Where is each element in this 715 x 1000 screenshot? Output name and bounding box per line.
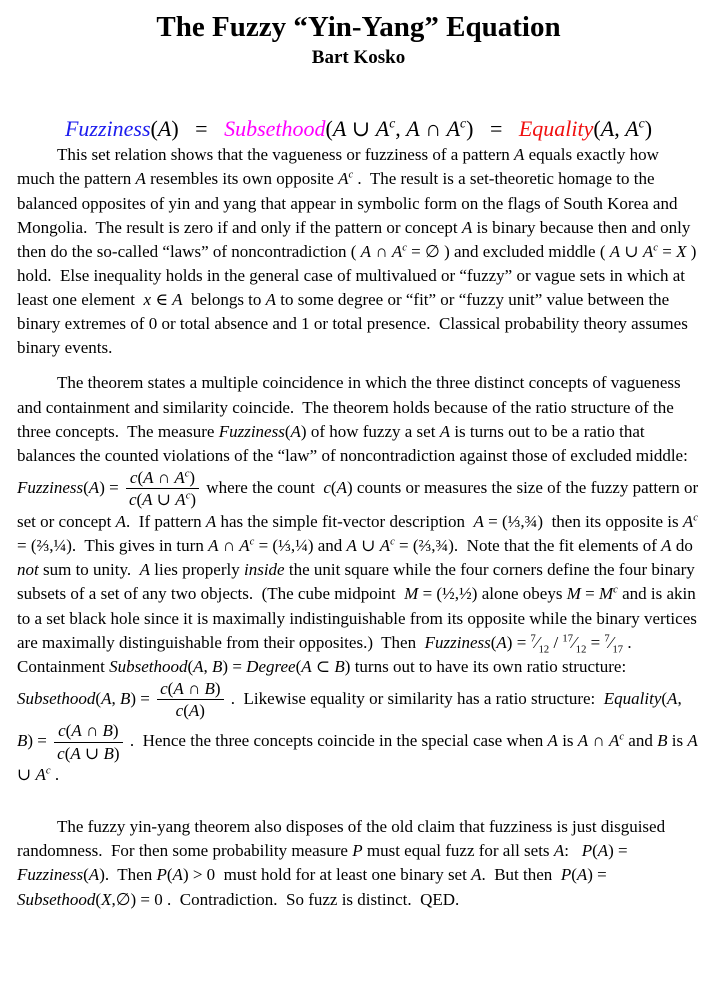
paragraph-intro: This set relation shows that the vagueness or fuzziness of a pattern A equals exactly how much the pattern A resembles its own opposite $A^c$ . The result is a set-theoretic homage to the balanced opposites of yin and yang that appear in symbolic form on the flags of South Korea and Mongolia. The result is zero if and only if the pattern or concept A is binary because then and only then do the so-called “laws” of noncontradiction ( A ∩ $A^c$ = ∅ ) and excluded middle ( A ∪ $A^c = X$ ) hold. Else inequality holds in the general case of multivalued or “fuzzy” or vague sets in which at least one element x ∈ A belongs to A to some degree or “fit” or “fuzzy unit” value between the binary extremes of 0 or total absence and 1 or total presence. Classical probability theory assumes binary events. <box>17 145 701 358</box>
stacked-fraction: $\frac{c(A \cap B)}{c(A)}$ <box>157 679 223 721</box>
author-name: Bart Kosko <box>311 46 406 68</box>
page-title: The Fuzzy “Yin-Yang” Equation <box>156 11 561 43</box>
stacked-fraction: $\frac{c(A \cap A^c)}{c(A \cup A^c)}$ <box>126 468 199 510</box>
main-equation: Fuzziness(A) = Subsethood(A ∪ $A^c$, A ∩ $A^c$) = Equality(A, $A^c$) <box>64 115 653 141</box>
paragraph-conclusion: The fuzzy yin-yang theorem also disposes of the old claim that fuzziness is just disguised randomness. For then some probability measure P must equal fuzz for all sets A: P(A) = Fuzziness(A). Then P(A) > 0 must hold for at least one binary set A. But then P(A) = Subsethood(X,∅) = 0 . Contradiction. So fuzz is distinct. QED. <box>17 817 670 909</box>
paragraph-theorem: The theorem states a multiple coincidence in which the three distinct concepts of vagueness and containment and similarity coincide. The theorem holds because of the ratio structure of the three concepts. The measure Fuzziness(A) of how fuzzy a set A is turns out to be a ratio that balances the counted violations of the “law” of noncontradiction against those of excluded middle: Fuzziness(A) = $\frac{c(A \cap A^c)}{c(A \cup A^c)}$ where the count c(A) counts or measures the size of the fuzzy pattern or set or concept A. If pattern A has the simple fit-vector description A = (⅓,¾) then its opposite is $A^c$ = (⅔,¼). This gives in turn A ∩ $A^c$ = (⅓,¼) and A ∪ $A^c$ = (⅔,¾). Note that the fit elements of A do not sum to unity. A lies properly inside the unit square while the four corners define the four binary subsets of a set of any two objects. (The cube midpoint M = (½,½) alone obeys $M = M^c$ and is akin to a set black hole since it is maximally indistinguishable from its opposite while the binary vertices are maximally distinguishable from their opposites.) Then Fuzziness(A) = $^7⁄_{12}$ / $^{17}⁄_{12}$ = $^7⁄_{17}$ . Containment Subsethood(A, B) = Degree(A ⊂ B) turns out to have its own ratio structure: Subsethood(A, B) = $\frac{c(A \cap B)}{c(A)}$ . Likewise equality or similarity has a ratio structure: Equality(A, B) = $\frac{c(A \cap B)}{c(A \cup B)}$ . Hence the three concepts coincide in the special case when A is A ∩ $A^c$ and B is A ∪ $A^c$ . <box>17 373 703 785</box>
stacked-fraction: $\frac{c(A \cap B)}{c(A \cup B)}$ <box>54 721 122 763</box>
